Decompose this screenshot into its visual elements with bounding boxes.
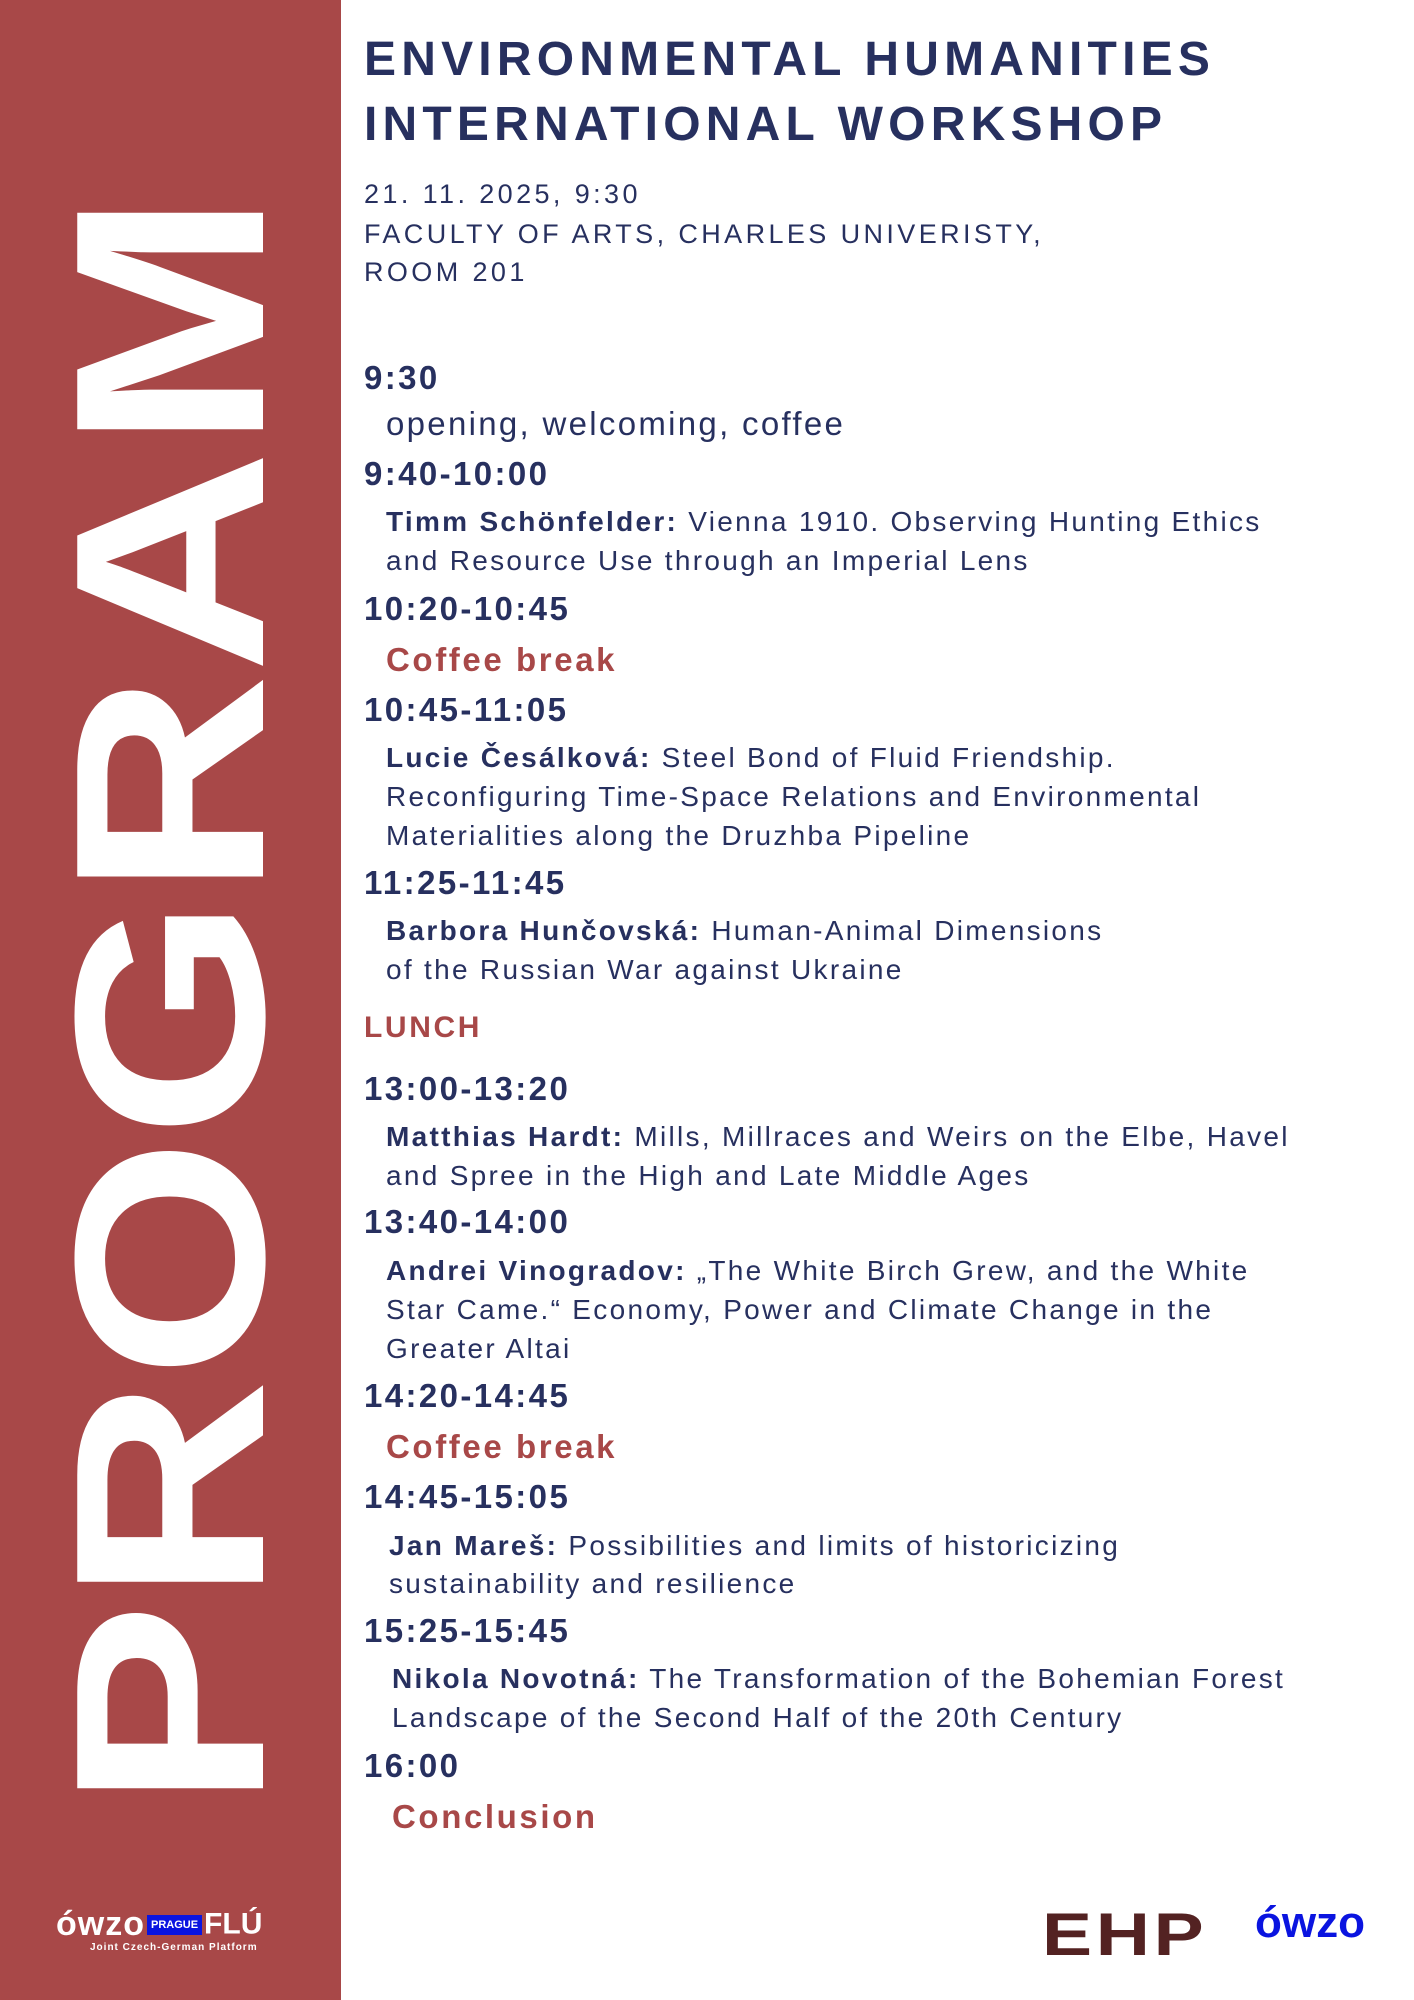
item-text: opening, welcoming, coffee <box>386 405 846 442</box>
venue-line-2: ROOM 201 <box>364 257 528 287</box>
program-title-text: PROGRAM <box>20 399 321 1809</box>
time-slot: 16:00 <box>364 1747 461 1784</box>
talk-line <box>386 911 1103 951</box>
speaker-name: Andrei Vinogradov: <box>386 1255 687 1286</box>
time-slot: 10:20-10:45 <box>364 590 571 627</box>
speaker-name: Barbora Hunčovská: <box>386 915 702 946</box>
talk-line <box>392 1659 1285 1699</box>
talk-line: Star Came.“ Economy, Power and Climate Change in the <box>386 1294 1214 1325</box>
owzo-logo: ówzo <box>1255 1898 1365 1947</box>
talk-line: of the Russian War against Ukraine <box>386 954 904 985</box>
owzo-prague-flu-logo <box>56 1905 262 1953</box>
title-line-1: ENVIRONMENTAL HUMANITIES <box>364 33 1216 86</box>
logo-subtitle: Joint Czech-German Platform <box>90 1942 258 1953</box>
time-slot: 15:25-15:45 <box>364 1612 571 1649</box>
talk-line <box>386 1117 1290 1157</box>
time-slot: 14:45-15:05 <box>364 1478 571 1515</box>
title-line-2: INTERNATIONAL WORKSHOP <box>364 98 1168 151</box>
talk-line: Materialities along the Druzhba Pipeline <box>386 820 972 851</box>
speaker-name: Jan Mareš: <box>389 1530 559 1561</box>
time-slot: 13:40-14:00 <box>364 1203 571 1240</box>
talk-line: Landscape of the Second Half of the 20th Century <box>392 1702 1124 1733</box>
logo-prague-badge: PRAGUE <box>147 1915 202 1935</box>
venue-line-1: FACULTY OF ARTS, CHARLES UNIVERISTY, <box>364 219 1045 249</box>
talk-title: The Transformation of the Bohemian Forest <box>639 1663 1286 1694</box>
time-slot: 9:30 <box>364 359 440 396</box>
sidebar <box>0 0 341 2000</box>
speaker-name: Timm Schönfelder: <box>386 506 679 537</box>
time-slot: 9:40-10:00 <box>364 455 550 492</box>
talk-line <box>389 1526 1120 1566</box>
talk-title: Human-Animal Dimensions <box>701 915 1104 946</box>
time-slot: 14:20-14:45 <box>364 1377 571 1414</box>
time-slot: 11:25-11:45 <box>364 864 567 901</box>
speaker-name: Nikola Novotná: <box>392 1663 640 1694</box>
talk-line: Reconfiguring Time-Space Relations and Environmental <box>386 781 1202 812</box>
logo-owzo: ówzo <box>56 1905 145 1943</box>
lunch-label: LUNCH <box>364 1011 482 1044</box>
talk-title: „The White Birch Grew, and the White <box>686 1255 1250 1286</box>
talk-line <box>386 738 1116 778</box>
speaker-name: Lucie Česálková: <box>386 742 652 773</box>
talk-title: Steel Bond of Fluid Friendship. <box>651 742 1116 773</box>
coffee-break: Coffee break <box>386 1428 618 1465</box>
talk-title: Vienna 1910. Observing Hunting Ethics <box>678 506 1262 537</box>
talk-title: Mills, Millraces and Weirs on the Elbe, Havel <box>624 1121 1290 1152</box>
talk-line <box>386 502 1262 542</box>
talk-line: and Resource Use through an Imperial Lens <box>386 545 1030 576</box>
logo-flu: FLÚ <box>204 1907 263 1941</box>
talk-line: Greater Altai <box>386 1333 572 1364</box>
conclusion-label: Conclusion <box>392 1798 598 1835</box>
ehp-logo: EHP <box>1042 1901 1208 1968</box>
time-slot: 13:00-13:20 <box>364 1070 571 1107</box>
coffee-break: Coffee break <box>386 641 618 678</box>
event-date: 21. 11. 2025, 9:30 <box>364 179 641 209</box>
speaker-name: Matthias Hardt: <box>386 1121 625 1152</box>
talk-line: sustainability and resilience <box>389 1568 797 1599</box>
time-slot: 10:45-11:05 <box>364 691 569 728</box>
program-vertical-title <box>0 0 341 2000</box>
talk-line <box>386 1251 1250 1291</box>
talk-line: and Spree in the High and Late Middle Ages <box>386 1160 1031 1191</box>
talk-title: Possibilities and limits of historicizing <box>558 1530 1121 1561</box>
